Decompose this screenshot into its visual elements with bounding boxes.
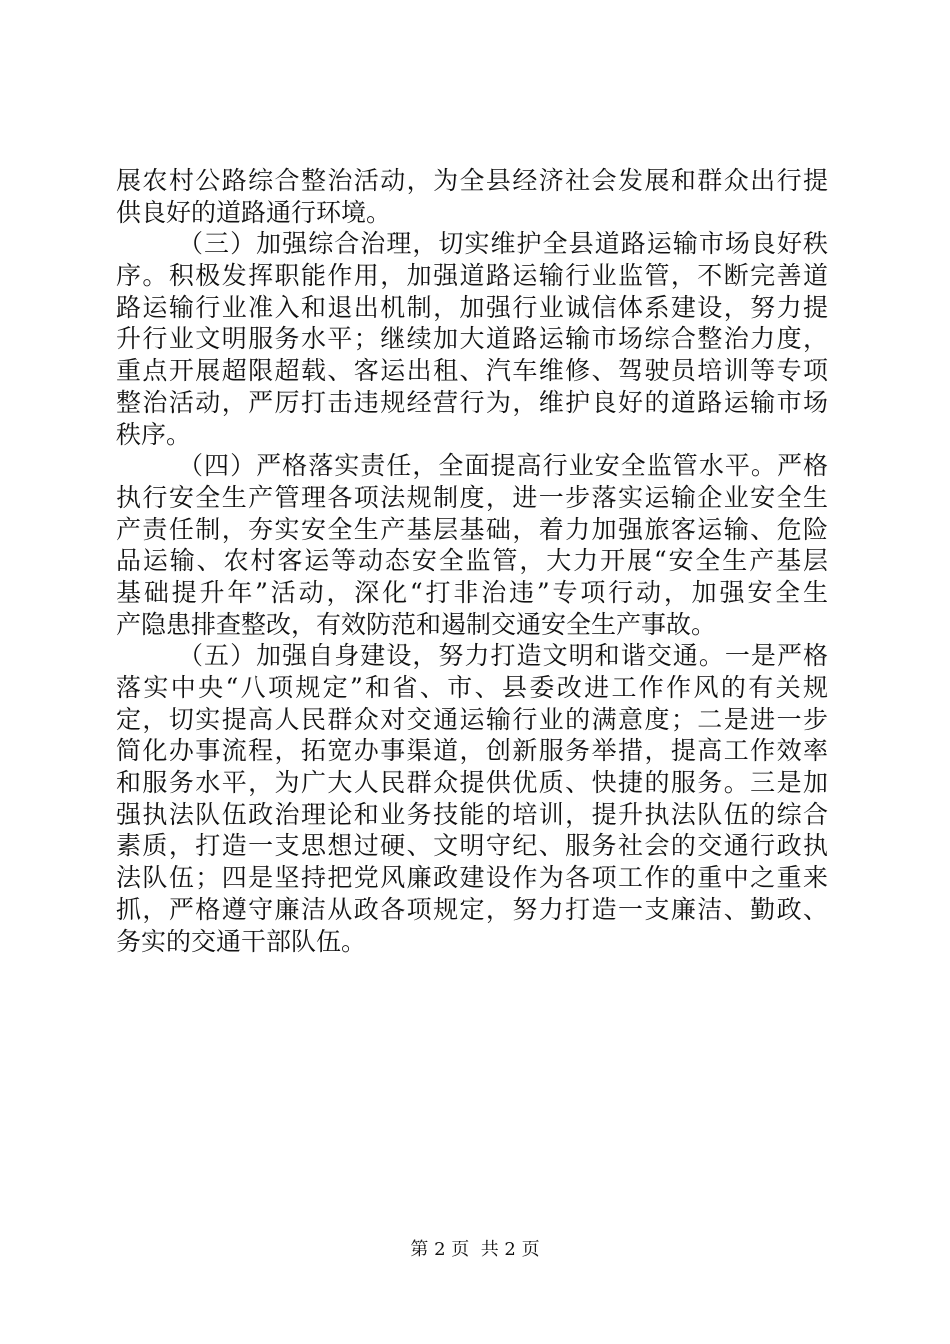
paragraph xyxy=(116,640,828,957)
text-line: 和服务水平，为广大人民群众提供优质、快捷的服务。三是加 xyxy=(116,768,828,798)
text-line: 展农村公路综合整治活动，为全县经济社会发展和群众出行提 xyxy=(116,166,828,195)
text-line: 升行业文明服务水平；继续加大道路运输市场综合整治力度， xyxy=(116,324,828,354)
text-line: 供良好的道路通行环境。 xyxy=(116,197,392,227)
paragraph xyxy=(116,450,828,640)
text-line: 秩序。 xyxy=(116,419,192,449)
text-line: 品运输、农村客运等动态安全监管，大力开展“安全生产基层 xyxy=(116,546,828,576)
text-line: 强执法队伍政治理论和业务技能的培训，提升执法队伍的综合 xyxy=(116,799,828,829)
text-line: （四）严格落实责任，全面提高行业安全监管水平。严格 xyxy=(178,451,828,481)
page-footer xyxy=(0,1238,950,1262)
text-line: 素质，打造一支思想过硬、文明守纪、服务社会的交通行政执 xyxy=(116,831,828,861)
text-line: 产隐患排查整改，有效防范和遏制交通安全生产事故。 xyxy=(116,609,717,639)
text-line: 执行安全生产管理各项法规制度，进一步落实运输企业安全生 xyxy=(116,482,828,512)
text-line: 法队伍；四是坚持把党风廉政建设作为各项工作的重中之重来 xyxy=(116,863,828,893)
text-line: 抓，严格遵守廉洁从政各项规定，努力打造一支廉洁、勤政、 xyxy=(116,894,828,924)
text-line: 路运输行业准入和退出机制，加强行业诚信体系建设，努力提 xyxy=(116,292,828,322)
text-line: 重点开展超限超载、客运出租、汽车维修、驾驶员培训等专项 xyxy=(116,356,828,386)
page-number-label: 第 2 页 共 2 页 xyxy=(410,1239,540,1260)
text-line: 落实中央“八项规定”和省、市、县委改进工作作风的有关规 xyxy=(116,673,828,702)
text-line: 整治活动，严厉打击违规经营行为，维护良好的道路运输市场 xyxy=(116,387,828,417)
text-line: （三）加强综合治理，切实维护全县道路运输市场良好秩 xyxy=(178,229,828,259)
text-line: 简化办事流程，拓宽办事渠道，创新服务举措，提高工作效率 xyxy=(116,736,828,766)
text-line: 产责任制，夯实安全生产基层基础，着力加强旅客运输、危险 xyxy=(116,514,828,544)
text-line: 定，切实提高人民群众对交通运输行业的满意度；二是进一步 xyxy=(116,704,828,734)
paragraph xyxy=(116,165,828,228)
text-line: 序。积极发挥职能作用，加强道路运输行业监管，不断完善道 xyxy=(116,261,828,291)
text-line: （五）加强自身建设，努力打造文明和谐交通。一是严格 xyxy=(178,641,828,671)
text-line: 基础提升年”活动，深化“打非治违”专项行动，加强安全生 xyxy=(116,577,828,607)
document-body xyxy=(116,165,828,957)
paragraph xyxy=(116,228,828,450)
text-line: 务实的交通干部队伍。 xyxy=(116,926,367,956)
